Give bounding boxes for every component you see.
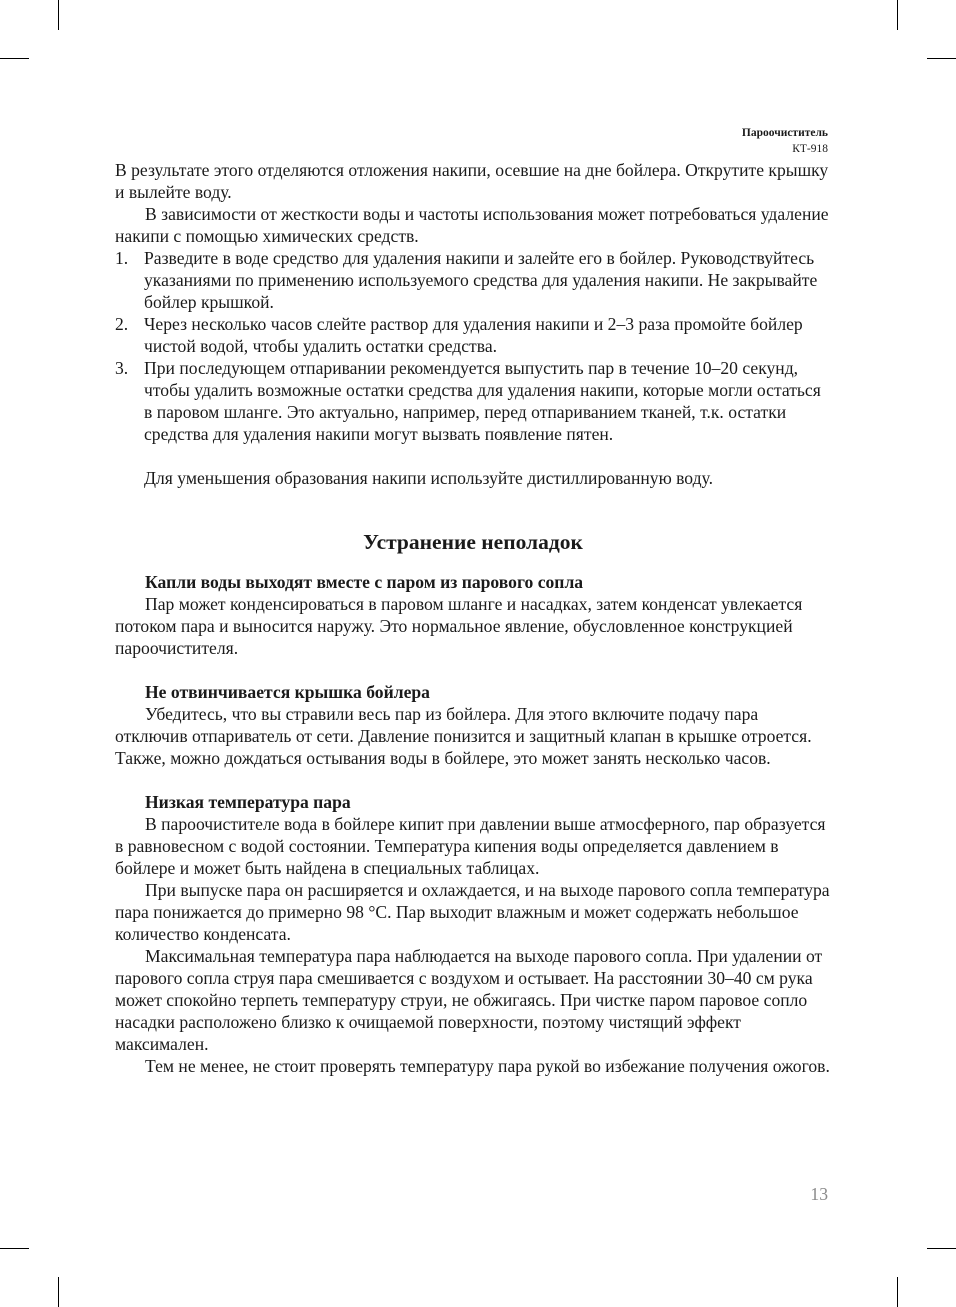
- paragraph: Пар может конденсироваться в паровом шланге и насадках, затем конденсат увлекается потоком пара и выносится наружу. Это нормальное явление, обусловленное конструкцией пароочистителя.: [115, 594, 803, 658]
- list-item-number: 2.: [115, 314, 129, 334]
- list-item: [115, 313, 831, 357]
- troubleshooting-item-boiler-cap: [115, 681, 831, 769]
- crop-mark-top-left-h: [0, 58, 29, 59]
- crop-mark-bottom-left: [58, 1277, 59, 1307]
- intro-paragraph-1: В результате этого отделяются отложения накипи, осевшие на дне бойлера. Открутите крышку и вылейте воду.: [115, 160, 829, 202]
- list-item: [115, 357, 831, 445]
- crop-mark-top-right: [897, 0, 898, 30]
- page-number: 13: [810, 1184, 828, 1204]
- list-item: [115, 247, 831, 313]
- list-item-number: 1.: [115, 248, 129, 268]
- troubleshooting-item-low-temperature: [115, 791, 831, 1077]
- subheading: Не отвинчивается крышка бойлера: [145, 682, 430, 702]
- crop-mark-top-right-h: [927, 58, 956, 59]
- section-title: Устранение неполадок: [363, 530, 583, 554]
- intro-paragraph-2: В зависимости от жесткости воды и частоты использования может потребоваться удаление накипи с помощью химических средств.: [115, 204, 829, 246]
- list-item-text: При последующем отпаривании рекомендуется выпустить пар в течение 10–20 секунд, чтобы удалить возможные остатки средства для удаления накипи, которые могли остаться в паровом шланге. Это актуально, например, перед отпариванием тканей, т.к. остатки средства для удаления накипи могут вызвать появление пятен.: [144, 358, 821, 444]
- paragraph: Тем не менее, не стоит проверять температуру пара рукой во избежание получения ожогов.: [145, 1056, 830, 1076]
- crop-mark-bottom-right-h: [927, 1248, 956, 1249]
- crop-mark-bottom-left-h: [0, 1248, 29, 1249]
- distilled-water-note: Для уменьшения образования накипи используйте дистиллированную воду.: [144, 468, 713, 488]
- list-item-number: 3.: [115, 358, 129, 378]
- running-header: [742, 125, 828, 157]
- product-name: Пароочиститель: [741, 127, 828, 139]
- list-item-text: Через несколько часов слейте раствор для удаления накипи и 2–3 раза промойте бойлер чистой водой, чтобы удалить остатки средства.: [144, 314, 803, 356]
- paragraph: В пароочистителе вода в бойлере кипит при давлении выше атмосферного, пар образуется в равновесном с водой состоянии. Температура кипения воды определяется давлением в бойлере и может быть найдена в специальных таблицах.: [115, 814, 826, 878]
- subheading: Низкая температура пара: [145, 792, 351, 812]
- paragraph: Максимальная температура пара наблюдается на выходе парового сопла. При удалении от парового сопла струя пара смешивается с воздухом и остывает. На расстоянии 30–40 см рука может спокойно терпеть температуру струи, не обжигаясь. При чистке паром паровое сопло насадки расположено близко к очищаемой поверхности, поэтому чистящий эффект максимален.: [115, 946, 823, 1054]
- crop-mark-top-left: [58, 0, 59, 30]
- model-code: КТ-918: [792, 143, 828, 155]
- list-item-text: Разведите в воде средство для удаления накипи и залейте его в бойлер. Руководствуйтесь указаниями по применению используемого средства для удаления накипи. Не закрывайте бойлер крышкой.: [144, 248, 818, 312]
- page-content: [115, 159, 831, 1077]
- subheading: Капли воды выходят вместе с паром из парового сопла: [145, 572, 584, 592]
- troubleshooting-item-water-drops: [115, 571, 831, 659]
- descaling-steps: [115, 247, 831, 445]
- paragraph: Убедитесь, что вы стравили весь пар из бойлера. Для этого включите подачу пара отключив отпариватель от сети. Давление понизится и защитный клапан в крышке отроется. Также, можно дождаться остывания воды в бойлере, это может занять несколько часов.: [115, 704, 812, 768]
- paragraph: При выпуске пара он расширяется и охлаждается, и на выходе парового сопла температура пара понижается до примерно 98 °С. Пар выходит влажным и может содержать небольшое количество конденсата.: [115, 880, 830, 944]
- crop-mark-bottom-right: [897, 1277, 898, 1307]
